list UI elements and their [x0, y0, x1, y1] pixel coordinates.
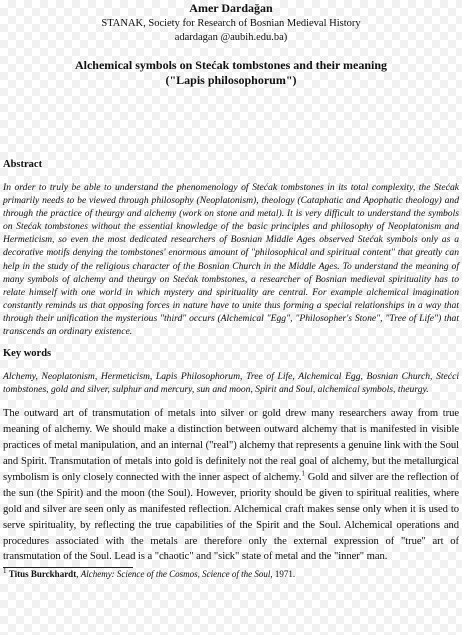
- footnote-reference[interactable]: 1: [301, 469, 305, 478]
- footnote-work-title: Alchemy: Science of the Cosmos, Science of the Soul: [80, 569, 271, 580]
- author-name: Amer Dardağan: [189, 1, 273, 15]
- keywords-text: Alchemy, Neoplatonism, Hermeticism, Lapis Philosophorum, Tree of Life, Alchemical Egg, Bosnian Church, Stećci tombstones, gold and silver, sulphur and mercury, sun and moon, Spirit and Soul, alchemical symbols, theurgy.: [3, 371, 459, 396]
- footnote-author: Titus Burckhardt: [8, 569, 77, 580]
- body-text-part2: Gold and silver are the reflection of the sun (the Spirit) and the moon (the Soul). However, priority should be given to spiritual realities, where gold and silver are seen only as manifested reflection. Alchemical craft makes sense only when it is used to serve spirituality, by reflecting the true capabilities of the Spirit and the Soul. Alchemical operations and procedures associated with the metals are therefore only the external expression of "true" art of transmutation of the Soul. Lead is a "chaotic" and "sick" state of metal and the "inner" man.: [3, 471, 459, 563]
- body-paragraph: [3, 406, 459, 565]
- footnote: $^1$ Titus Burckhardt, Alchemy: Science of the Cosmos, Science of the Soul, 1971.: [3, 567, 296, 580]
- author-affiliation: STANAK, Society for Research of Bosnian Medieval History: [101, 18, 361, 29]
- author-email: adardagan @aubih.edu.ba): [174, 32, 288, 43]
- abstract-text: In order to truly be able to understand the phenomenology of Stećak tombstones in its total complexity, the Stećak primarily needs to be viewed through philosophy (Neoplatonism), theology (Cataphatic and Apophatic theology) and through the practice of theurgy and alchemy (work on stone and metal). It is very difficult to understand the symbols on Stećak tombstones without the essential knowledge of the basic principles and philosophy of Neoplatonism and Hermeticism, so even the most dedicated researchers of Bosnian Middle Ages observed Stećak symbols only as a decorative motifs denying the tombstones' enormous amount of "philosophical and spiritual content" that greatly can help in the study of the religious character of the Bosnian Church in the Middle Ages. To understand the meaning of many symbols of alchemy and theurgy on Stećak tombstones, a researcher of Bosnian medieval spirituality has to relate himself with one world in which mystery and spirituality are central. For example alchemical imagination constantly reminds us that opposing forces in nature have to unite thus forming a special relationships in a way that through their unification the mysterious "third" occurs (Alchemical "Egg", "Philosopher's Stone", "Tree of Life") that transcends an ordinary existence.: [3, 182, 459, 338]
- body-text-part1: The outward art of transmutation of metals into silver or gold drew many researchers away from true meaning of alchemy. We should make a distinction between outward alchemy that is manifested in visible practices of metal manipulation, and an internal ("real") alchemy that represents a genuine link with the Soul and Spirit. Transmutation of metals into gold is definitely not the real goal of alchemy, but the metallurgical symbolism is only closely connected with the inner aspect of alchemy.: [3, 408, 459, 483]
- footnote-number: 1: [3, 567, 7, 576]
- abstract-heading: Abstract: [3, 159, 43, 170]
- footnote-year: , 1971.: [270, 569, 296, 580]
- paper-subtitle: ("Lapis philosophorum"): [165, 73, 297, 87]
- paper-title: Alchemical symbols on Stećak tombstones and their meaning: [74, 58, 388, 72]
- keywords-heading: Key words: [3, 348, 52, 360]
